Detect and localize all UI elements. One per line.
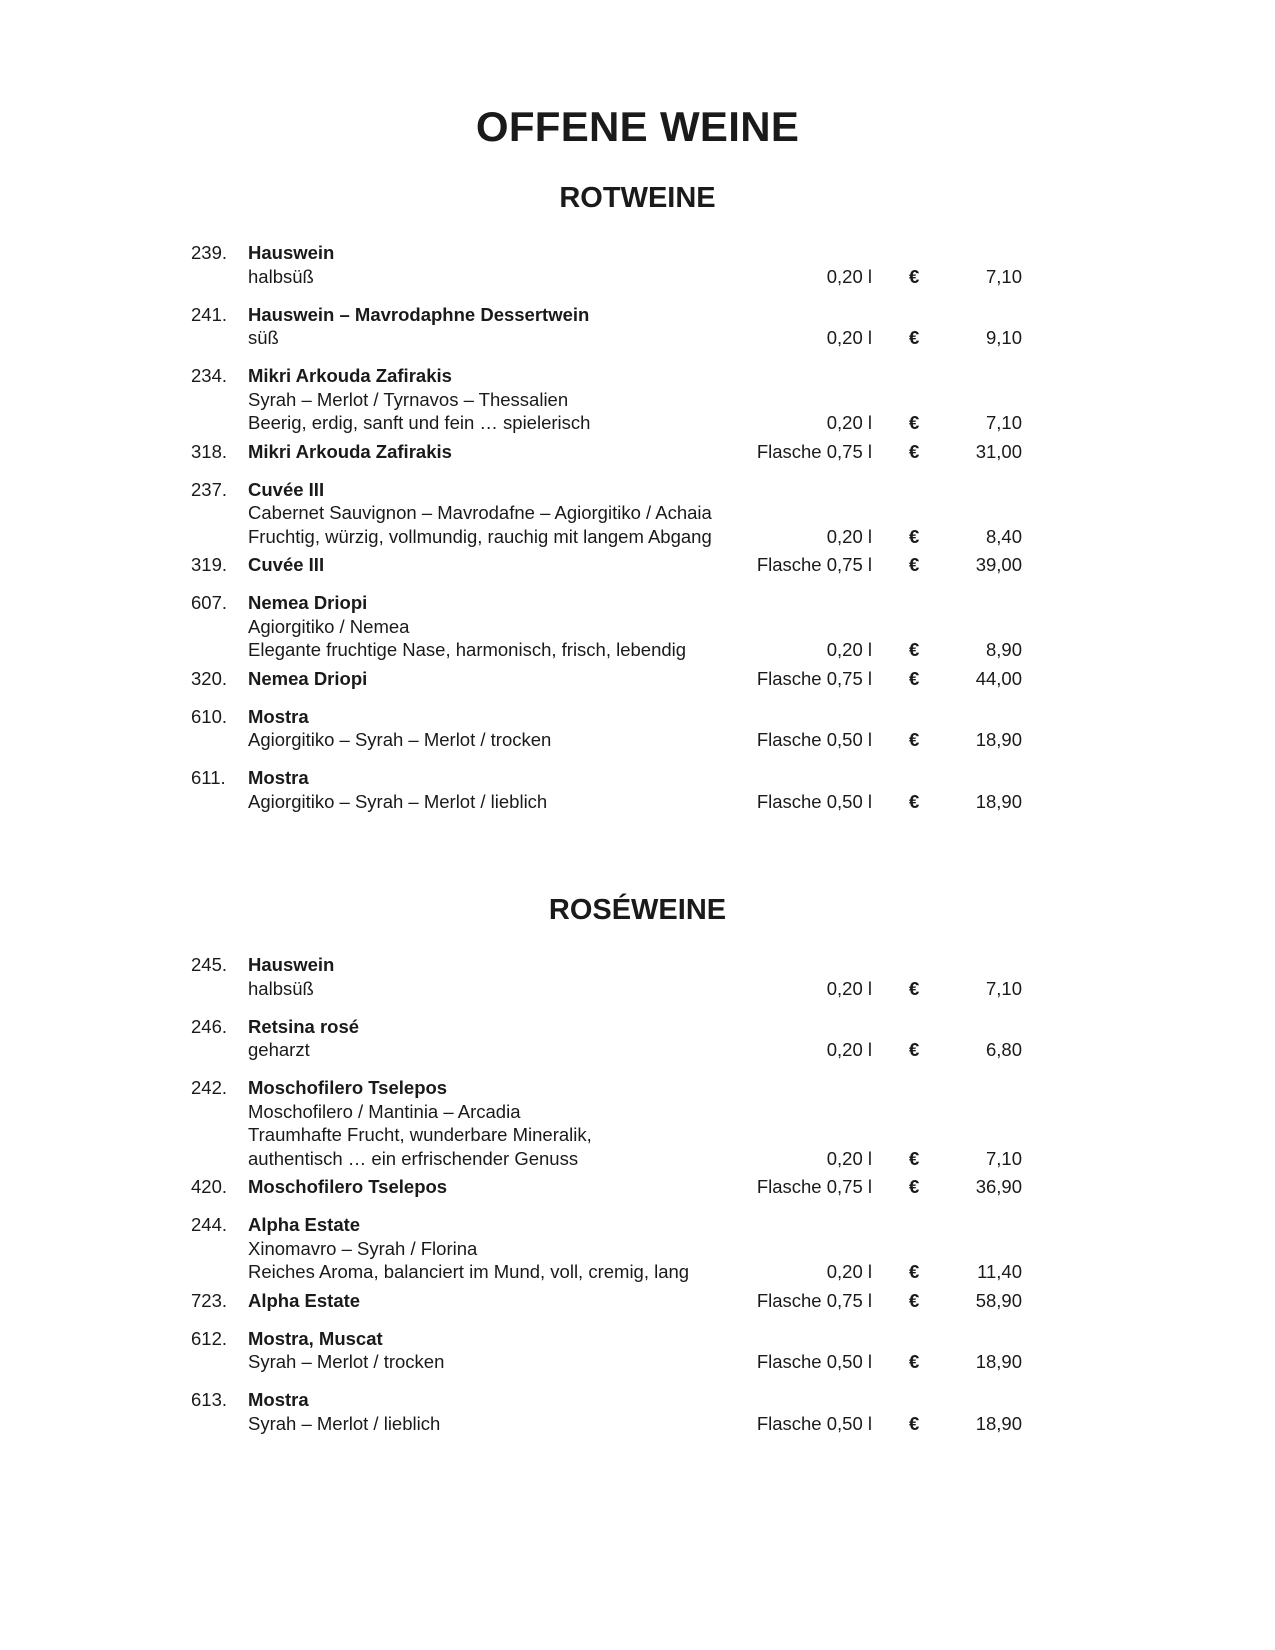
item-number: 611. bbox=[191, 767, 226, 788]
wine-entry bbox=[0, 667, 1275, 691]
wine-description: Reiches Aroma, balanciert im Mund, voll, cremig, lang bbox=[248, 1261, 690, 1282]
entry-line bbox=[0, 1076, 1275, 1100]
price: 6,80 bbox=[985, 1039, 1022, 1060]
currency-symbol: € bbox=[909, 639, 920, 660]
entry-line bbox=[0, 1412, 1275, 1436]
entry-line bbox=[0, 1260, 1275, 1284]
volume: Flasche 0,50 l bbox=[756, 729, 872, 750]
wine-description: Cabernet Sauvignon – Mavrodafne – Agiorgitiko / Achaia bbox=[248, 502, 712, 523]
wine-description: süß bbox=[248, 327, 279, 348]
entry-line bbox=[0, 501, 1275, 525]
currency-symbol: € bbox=[909, 1147, 920, 1169]
wine-name: Nemea Driopi bbox=[248, 667, 368, 689]
entry-line bbox=[0, 1289, 1275, 1313]
price: 18,90 bbox=[975, 1351, 1022, 1372]
price: 44,00 bbox=[975, 667, 1022, 689]
entry-line bbox=[0, 1100, 1275, 1124]
wine-entry bbox=[0, 553, 1275, 577]
currency-symbol: € bbox=[909, 440, 920, 462]
currency-symbol: € bbox=[909, 1289, 920, 1311]
wine-entry bbox=[0, 1327, 1275, 1374]
price: 7,10 bbox=[985, 977, 1022, 999]
entry-line bbox=[0, 303, 1275, 327]
currency-symbol: € bbox=[909, 1039, 920, 1060]
wine-name: Hauswein bbox=[248, 242, 335, 263]
entry-line bbox=[0, 728, 1275, 752]
volume: 0,20 l bbox=[826, 327, 872, 348]
item-number: 607. bbox=[191, 592, 228, 613]
price: 18,90 bbox=[975, 1412, 1022, 1434]
entry-line bbox=[0, 1327, 1275, 1351]
wine-entry bbox=[0, 953, 1275, 1000]
wine-name: Mostra bbox=[248, 767, 309, 788]
wine-name: Alpha Estate bbox=[248, 1214, 361, 1235]
currency-symbol: € bbox=[909, 1176, 920, 1197]
entry-line bbox=[0, 1350, 1275, 1374]
wine-name: Mostra bbox=[248, 1389, 309, 1410]
entry-line bbox=[0, 440, 1275, 464]
price: 7,10 bbox=[985, 412, 1022, 433]
wine-description: Elegante fruchtige Nase, harmonisch, frisch, lebendig bbox=[248, 639, 687, 660]
item-number: 612. bbox=[191, 1327, 228, 1349]
wine-entry bbox=[0, 1015, 1275, 1062]
price: 7,10 bbox=[985, 265, 1022, 287]
item-number: 242. bbox=[191, 1077, 228, 1098]
price: 58,90 bbox=[975, 1289, 1022, 1311]
wine-entry bbox=[0, 364, 1275, 435]
currency-symbol: € bbox=[909, 790, 920, 812]
item-number: 610. bbox=[191, 705, 228, 727]
currency-symbol: € bbox=[909, 1261, 920, 1282]
wine-entry bbox=[0, 478, 1275, 549]
wine-description: authentisch … ein erfrischender Genuss bbox=[248, 1147, 579, 1169]
entry-line bbox=[0, 638, 1275, 662]
item-number: 234. bbox=[191, 365, 228, 386]
wine-entry bbox=[0, 1175, 1275, 1199]
wine-description: halbsüß bbox=[248, 265, 314, 287]
entry-line bbox=[0, 1123, 1275, 1147]
item-number: 319. bbox=[191, 554, 228, 575]
entry-line bbox=[0, 1175, 1275, 1199]
wine-description: halbsüß bbox=[248, 977, 314, 999]
wine-name: Moschofilero Tselepos bbox=[248, 1077, 448, 1098]
entry-line bbox=[0, 1213, 1275, 1237]
currency-symbol: € bbox=[909, 554, 920, 575]
wine-description: geharzt bbox=[248, 1039, 310, 1060]
volume: Flasche 0,75 l bbox=[756, 667, 872, 689]
entry-line bbox=[0, 553, 1275, 577]
price: 18,90 bbox=[975, 729, 1022, 750]
wine-name: Mikri Arkouda Zafirakis bbox=[248, 440, 452, 462]
volume: 0,20 l bbox=[826, 977, 872, 999]
entry-line bbox=[0, 525, 1275, 549]
wine-description: Agiorgitiko – Syrah – Merlot / lieblich bbox=[248, 790, 548, 812]
wine-name: Mikri Arkouda Zafirakis bbox=[248, 365, 452, 386]
price: 36,90 bbox=[975, 1176, 1022, 1197]
currency-symbol: € bbox=[909, 412, 920, 433]
wine-entry bbox=[0, 766, 1275, 813]
wine-description: Syrah – Merlot / Tyrnavos – Thessalien bbox=[248, 388, 569, 410]
wine-entry bbox=[0, 1213, 1275, 1284]
volume: 0,20 l bbox=[826, 525, 872, 547]
volume: Flasche 0,75 l bbox=[756, 554, 872, 575]
currency-symbol: € bbox=[909, 1351, 920, 1372]
entry-line bbox=[0, 411, 1275, 435]
wine-name: Alpha Estate bbox=[248, 1289, 361, 1311]
item-number: 613. bbox=[191, 1389, 228, 1410]
item-number: 244. bbox=[191, 1214, 228, 1235]
wine-name: Mostra, Muscat bbox=[248, 1327, 383, 1349]
price: 7,10 bbox=[985, 1147, 1022, 1169]
price: 11,40 bbox=[977, 1261, 1022, 1282]
wine-description: Moschofilero / Mantinia – Arcadia bbox=[248, 1100, 521, 1122]
entry-line bbox=[0, 615, 1275, 639]
entry-line bbox=[0, 705, 1275, 729]
wine-name: Cuvée III bbox=[248, 554, 325, 575]
item-number: 320. bbox=[191, 667, 228, 689]
wine-description: Syrah – Merlot / lieblich bbox=[248, 1412, 441, 1434]
wine-name: Cuvée III bbox=[248, 478, 325, 500]
wine-description: Traumhafte Frucht, wunderbare Mineralik, bbox=[248, 1124, 592, 1145]
currency-symbol: € bbox=[909, 667, 920, 689]
volume: 0,20 l bbox=[826, 1147, 872, 1169]
entry-line bbox=[0, 591, 1275, 615]
wine-name: Nemea Driopi bbox=[248, 592, 368, 613]
section-title-rotweine: ROTWEINE bbox=[559, 182, 716, 214]
currency-symbol: € bbox=[909, 327, 920, 348]
entry-line bbox=[0, 326, 1275, 350]
entry-line bbox=[0, 1147, 1275, 1171]
entry-line bbox=[0, 790, 1275, 814]
entry-line bbox=[0, 1388, 1275, 1412]
price: 8,40 bbox=[985, 525, 1022, 547]
volume: 0,20 l bbox=[826, 1039, 872, 1060]
wine-entry bbox=[0, 705, 1275, 752]
wine-name: Mostra bbox=[248, 705, 309, 727]
currency-symbol: € bbox=[909, 977, 920, 999]
entry-line bbox=[0, 478, 1275, 502]
price: 39,00 bbox=[975, 554, 1022, 575]
wine-description: Xinomavro – Syrah / Florina bbox=[248, 1237, 478, 1259]
entry-line bbox=[0, 1038, 1275, 1062]
entry-line bbox=[0, 1015, 1275, 1039]
wine-entry bbox=[0, 241, 1275, 288]
entry-line bbox=[0, 388, 1275, 412]
entry-line bbox=[0, 667, 1275, 691]
volume: 0,20 l bbox=[826, 639, 872, 660]
volume: Flasche 0,75 l bbox=[756, 1289, 872, 1311]
price: 8,90 bbox=[985, 639, 1022, 660]
volume: Flasche 0,50 l bbox=[756, 790, 872, 812]
wine-name: Hauswein – Mavrodaphne Dessertwein bbox=[248, 303, 590, 325]
section-roseweine bbox=[0, 953, 1275, 1435]
currency-symbol: € bbox=[909, 265, 920, 287]
wine-name: Hauswein bbox=[248, 954, 335, 975]
entry-line bbox=[0, 1237, 1275, 1261]
volume: Flasche 0,50 l bbox=[756, 1351, 872, 1372]
volume: 0,20 l bbox=[826, 412, 872, 433]
wine-description: Agiorgitiko / Nemea bbox=[248, 615, 410, 637]
item-number: 420. bbox=[191, 1176, 228, 1197]
volume: Flasche 0,75 l bbox=[756, 440, 872, 462]
currency-symbol: € bbox=[909, 525, 920, 547]
wine-description: Syrah – Merlot / trocken bbox=[248, 1351, 445, 1372]
volume: Flasche 0,75 l bbox=[756, 1176, 872, 1197]
wine-name: Retsina rosé bbox=[248, 1015, 360, 1037]
wine-description: Agiorgitiko – Syrah – Merlot / trocken bbox=[248, 729, 552, 750]
price: 31,00 bbox=[975, 440, 1022, 462]
entry-line bbox=[0, 364, 1275, 388]
section-title-roseweine: ROSÉWEINE bbox=[548, 894, 727, 926]
entry-line bbox=[0, 265, 1275, 289]
entry-line bbox=[0, 241, 1275, 265]
item-number: 245. bbox=[191, 954, 228, 975]
entry-line bbox=[0, 766, 1275, 790]
wine-description: Beerig, erdig, sanft und fein … spielerisch bbox=[248, 412, 591, 433]
volume: Flasche 0,50 l bbox=[756, 1412, 872, 1434]
wine-description: Fruchtig, würzig, vollmundig, rauchig mit langem Abgang bbox=[248, 525, 712, 547]
page-title: OFFENE WEINE bbox=[475, 103, 800, 150]
item-number: 241. bbox=[191, 303, 228, 325]
wine-entry bbox=[0, 591, 1275, 662]
wine-entry bbox=[0, 1076, 1275, 1170]
item-number: 318. bbox=[191, 440, 228, 462]
entry-line bbox=[0, 953, 1275, 977]
volume: 0,20 l bbox=[826, 1261, 872, 1282]
wine-entry bbox=[0, 1388, 1275, 1435]
wine-entry bbox=[0, 1289, 1275, 1313]
wine-name: Moschofilero Tselepos bbox=[248, 1176, 448, 1197]
currency-symbol: € bbox=[909, 729, 920, 750]
item-number: 237. bbox=[191, 478, 228, 500]
volume: 0,20 l bbox=[826, 265, 872, 287]
price: 9,10 bbox=[985, 327, 1022, 348]
item-number: 239. bbox=[191, 242, 228, 263]
wine-entry bbox=[0, 303, 1275, 350]
entry-line bbox=[0, 977, 1275, 1001]
currency-symbol: € bbox=[909, 1412, 920, 1434]
item-number: 246. bbox=[191, 1015, 228, 1037]
item-number: 723. bbox=[191, 1289, 228, 1311]
wine-entry bbox=[0, 440, 1275, 464]
section-rotweine bbox=[0, 241, 1275, 813]
price: 18,90 bbox=[975, 790, 1022, 812]
